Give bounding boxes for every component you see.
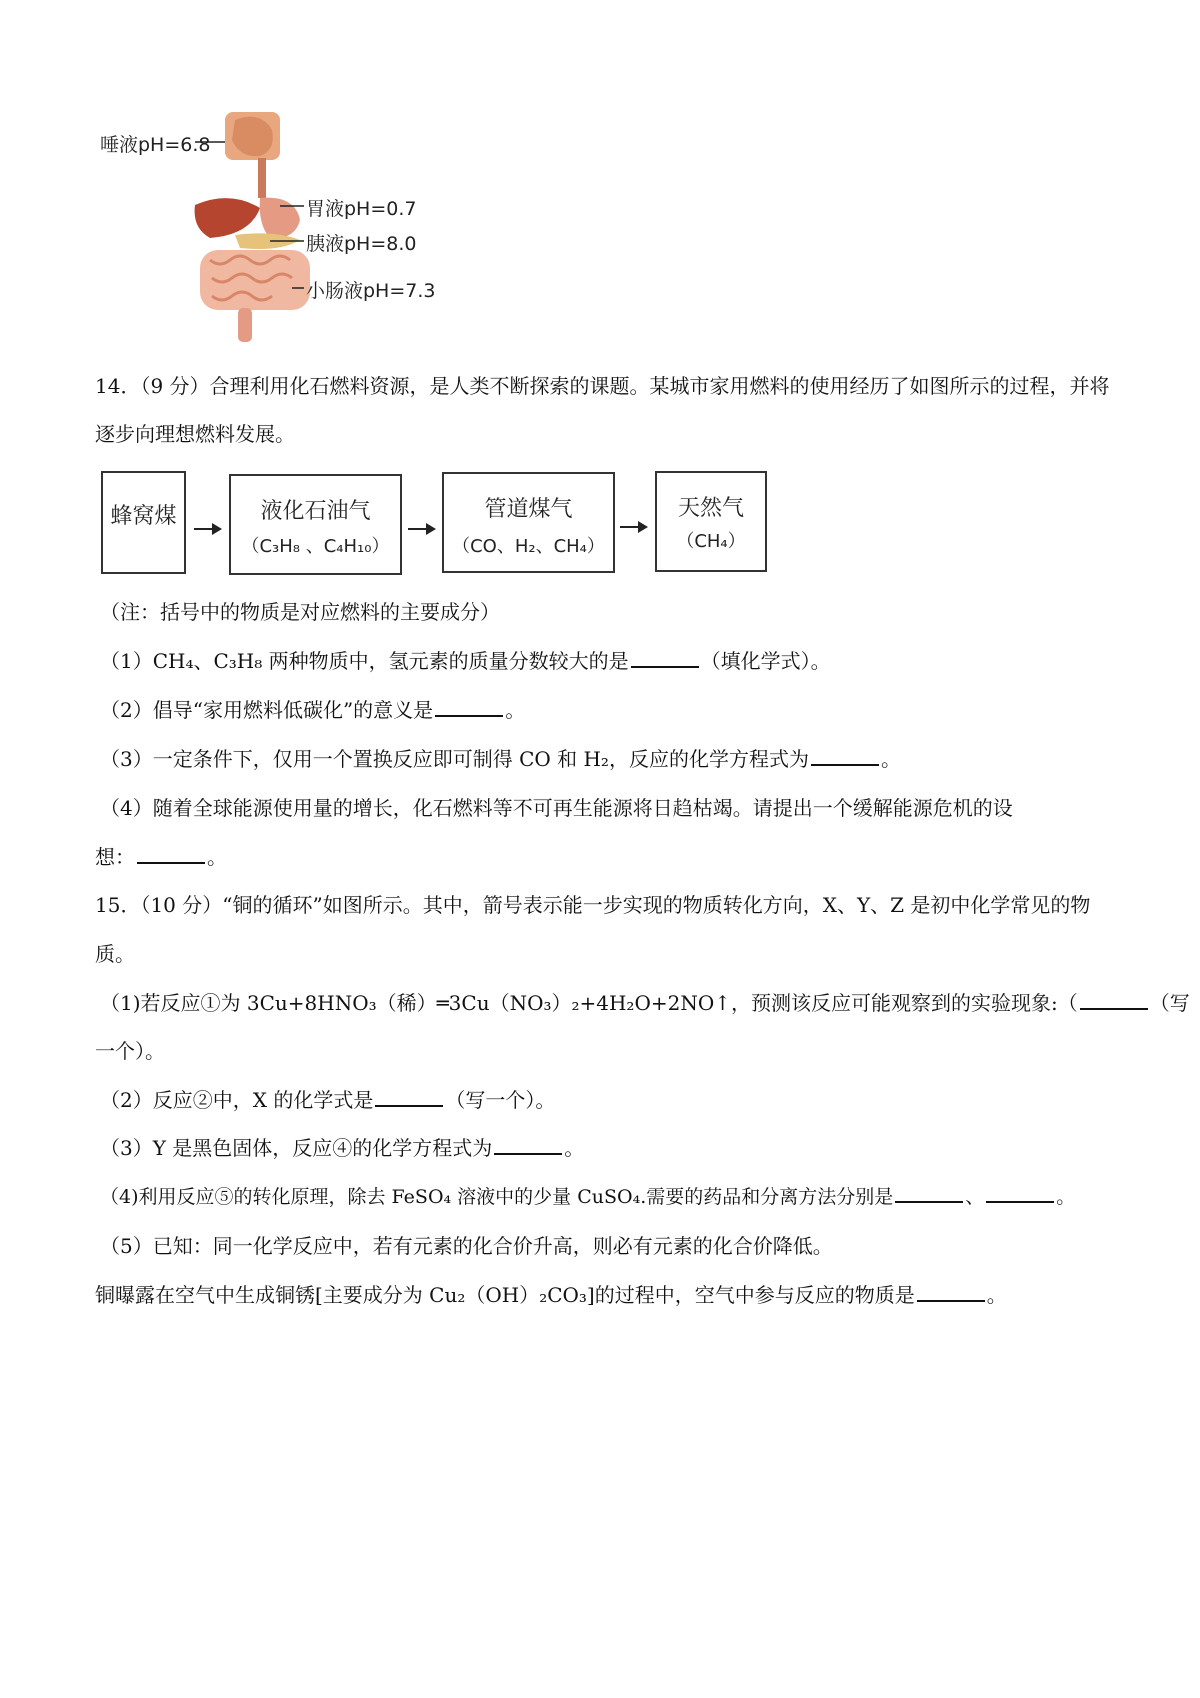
q14-part4-text: 想： [95, 845, 135, 869]
gastric-juice-label: 胃液pH=0.7 [306, 198, 417, 220]
saliva-label: 唾液pH=6.8 [100, 134, 211, 156]
q15-part3 [100, 1134, 584, 1162]
flow-arrow [194, 528, 220, 530]
q15-part1 [100, 989, 1190, 1017]
fuel-box-components: （CO、H₂、CH₄） [452, 536, 605, 557]
fuel-box-title: 液化石油气 [260, 499, 371, 524]
answer-blank[interactable] [137, 844, 205, 864]
answer-blank[interactable] [895, 1183, 963, 1203]
pancreatic-juice-label: 胰液pH=8.0 [306, 233, 417, 255]
q15-part6 [95, 1281, 1007, 1309]
fuel-box-title: 管道煤气 [484, 497, 573, 522]
q14-part2 [100, 696, 525, 724]
q15-part5: （5）已知：同一化学反应中，若有元素的化合价升高，则必有元素的化合价降低。 [100, 1234, 833, 1258]
q15-stem-line1: 15．（10 分）“铜的循环”如图所示。其中，箭号表示能一步实现的物质转化方向，X、Y、Z 是初中化学常见的物 [95, 893, 1091, 917]
flow-arrow [620, 526, 646, 528]
fuel-box-lpg [229, 474, 402, 575]
fuel-box-components: （C₃H₈ 、C₄H₁₀） [241, 536, 390, 557]
q14-part1 [100, 647, 831, 675]
fuel-box-title: 蜂窝煤 [110, 504, 177, 529]
q15-part4-suffix: 。 [1056, 1186, 1076, 1208]
answer-blank[interactable] [631, 648, 699, 668]
q15-part4-sep: 、 [965, 1186, 985, 1208]
intestinal-juice-label: 小肠液pH=7.3 [306, 280, 436, 302]
fuel-box-pipeline-gas [442, 472, 615, 573]
q15-part3-suffix: 。 [564, 1136, 585, 1160]
fuel-box-title: 天然气 [677, 496, 744, 521]
digestive-figure [100, 110, 440, 350]
q14-part1-suffix: （填化学式）。 [700, 649, 831, 673]
q15-part2-text: （2）反应②中，X 的化学式是 [100, 1088, 374, 1112]
answer-blank[interactable] [917, 1282, 985, 1302]
q15-part2-suffix: （写一个）。 [445, 1088, 556, 1112]
q15-part2 [100, 1086, 555, 1114]
q14-part3-text: （3）一定条件下，仅用一个置换反应即可制得 CO 和 H₂，反应的化学方程式为 [100, 747, 809, 771]
q14-stem-line1: 14．（9 分）合理利用化石燃料资源，是人类不断探索的课题。某城市家用燃料的使用经历了如图所示的过程，并将 [95, 374, 1110, 398]
q15-part4 [100, 1183, 1075, 1211]
q14-stem-line2: 逐步向理想燃料发展。 [95, 422, 295, 446]
q14-part2-text: （2）倡导“家用燃料低碳化”的意义是 [100, 698, 434, 722]
q14-part4-suffix: 。 [207, 845, 227, 869]
answer-blank[interactable] [494, 1135, 562, 1155]
q14-part2-suffix: 。 [505, 698, 526, 722]
q15-part6-suffix: 。 [986, 1283, 1007, 1307]
answer-blank[interactable] [375, 1087, 443, 1107]
q15-stem-line2: 质。 [95, 942, 135, 966]
flow-arrow [408, 528, 434, 530]
q14-part4-line2 [95, 843, 227, 871]
q14-note: （注：括号中的物质是对应燃料的主要成分） [100, 600, 500, 624]
answer-blank[interactable] [986, 1183, 1054, 1203]
answer-blank[interactable] [811, 746, 879, 766]
fuel-box-natural-gas [655, 471, 767, 572]
fuel-box-honeycomb-coal [101, 471, 186, 574]
q14-part3 [100, 745, 901, 773]
q15-part4-text: （4)利用反应⑤的转化原理，除去 FeSO₄ 溶液中的少量 CuSO₄.需要的药品和分离方法分别是 [100, 1186, 894, 1208]
answer-blank[interactable] [435, 697, 503, 717]
q15-part1-suffix: （写 [1149, 991, 1190, 1015]
q14-part4-line1: （4）随着全球能源使用量的增长，化石燃料等不可再生能源将日趋枯竭。请提出一个缓解能源危机的设 [100, 796, 1013, 820]
answer-blank[interactable] [1080, 990, 1148, 1010]
q15-part6-text: 铜曝露在空气中生成铜锈[主要成分为 Cu₂（OH）₂CO₃]的过程中，空气中参与反应的物质是 [95, 1283, 915, 1307]
q14-part1-text: （1）CH₄、C₃H₈ 两种物质中，氢元素的质量分数较大的是 [100, 649, 629, 673]
q15-part1-line2: 一个）。 [95, 1039, 165, 1063]
q14-part3-suffix: 。 [880, 747, 901, 771]
q15-part3-text: （3）Y 是黑色固体，反应④的化学方程式为 [100, 1136, 493, 1160]
fuel-box-components: （CH₄） [676, 531, 746, 552]
q15-part1-text: （1)若反应①为 3Cu+8HNO₃（稀）═3Cu（NO₃）₂+4H₂O+2NO↑，预测该反应可能观察到的实验现象:（ [100, 991, 1078, 1015]
